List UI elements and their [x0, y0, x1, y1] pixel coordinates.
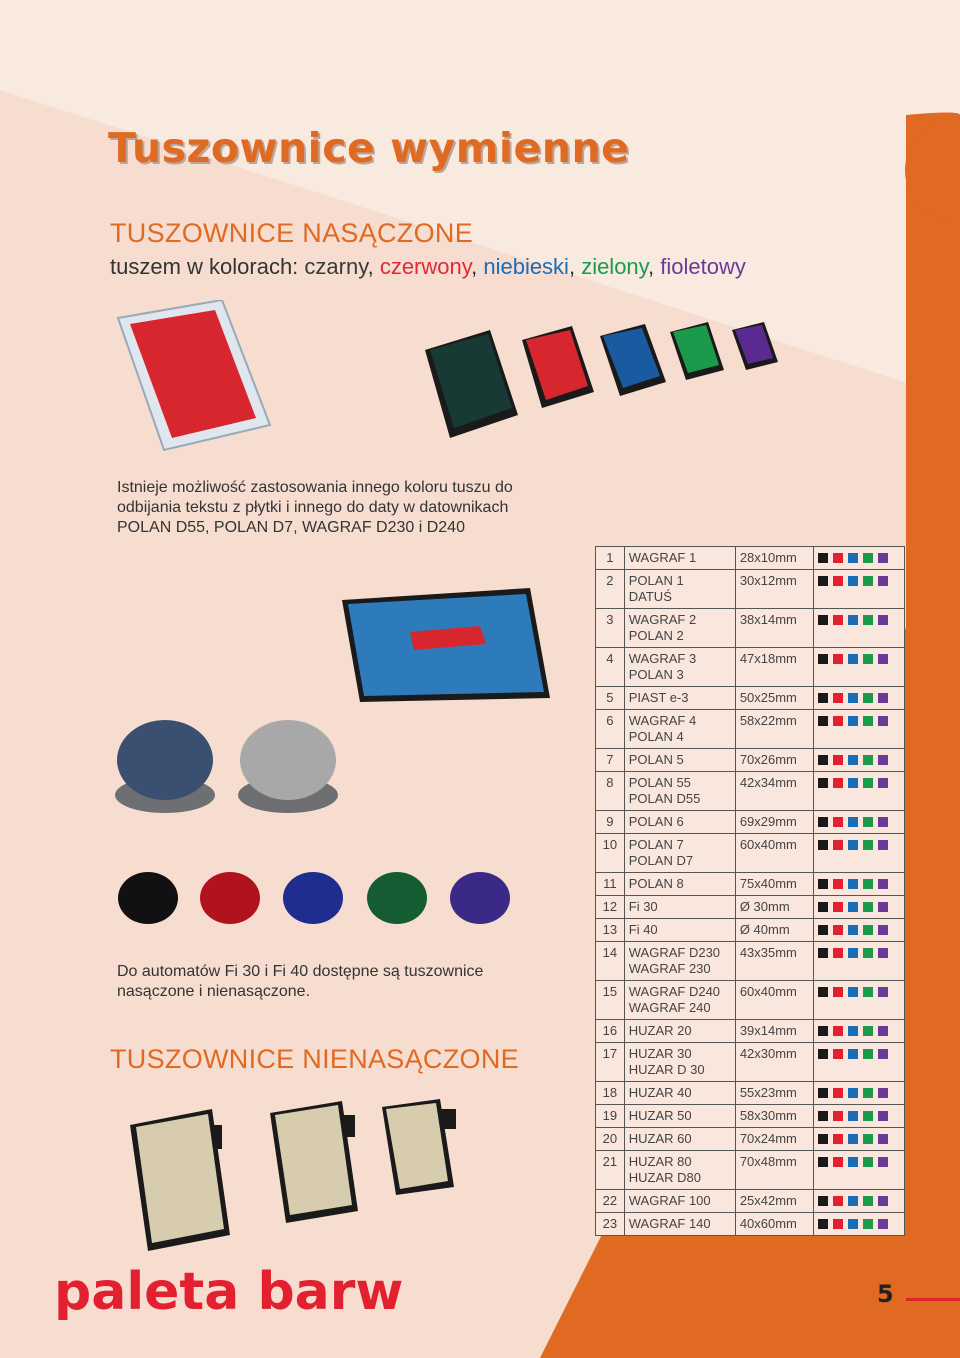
color-swatch [863, 1049, 873, 1059]
green-pad-image [670, 322, 724, 380]
color-swatch [818, 1049, 828, 1059]
color-swatch [848, 987, 858, 997]
model-name: WAGRAF 4 [628, 713, 697, 728]
color-swatch [848, 1196, 858, 1206]
color-swatch [818, 755, 828, 765]
color-swatch [848, 755, 858, 765]
automats-note: Do automatów Fi 30 i Fi 40 dostępne są tuszownice nasączone i nienasączone. [117, 963, 484, 1000]
row-number: 21 [596, 1151, 625, 1190]
color-swatch [833, 755, 843, 765]
model-names [624, 749, 735, 772]
pad-size: Ø 40mm [735, 919, 813, 942]
round-blue-pad-image [115, 720, 215, 813]
color-swatch [863, 925, 873, 935]
row-number: 4 [596, 648, 625, 687]
table-row [596, 981, 905, 1020]
model-names [624, 609, 735, 648]
custom-color-note: Istnieje możliwość zastosowania innego koloru tuszu do odbijania tekstu z płytki i innego do daty w datownikach POLAN D55, POLAN D7, WAGRAF D230 i D240 [117, 479, 513, 536]
model-names [624, 687, 735, 710]
model-names [624, 648, 735, 687]
model-name: PIAST e-3 [628, 690, 689, 705]
color-swatch [863, 1111, 873, 1121]
model-names [624, 1105, 735, 1128]
color-swatch [833, 840, 843, 850]
color-swatch [848, 1049, 858, 1059]
color-swatch [878, 1134, 888, 1144]
color-swatch [848, 1134, 858, 1144]
color-swatches [814, 873, 905, 896]
row-number: 3 [596, 609, 625, 648]
color-swatches [814, 1151, 905, 1190]
color-swatch [818, 1026, 828, 1036]
pad-size: 70x48mm [735, 1151, 813, 1190]
color-swatch [833, 693, 843, 703]
page-number: 5 [877, 1280, 894, 1308]
color-swatch [878, 902, 888, 912]
color-swatch [833, 879, 843, 889]
row-number: 1 [596, 547, 625, 570]
color-swatch [863, 840, 873, 850]
color-swatch [848, 902, 858, 912]
color-swatch [833, 1049, 843, 1059]
color-swatches [814, 609, 905, 648]
color-swatch [818, 654, 828, 664]
color-swatch [833, 1026, 843, 1036]
color-swatch [833, 902, 843, 912]
table-row [596, 648, 905, 687]
model-names [624, 1213, 735, 1236]
color-swatch [878, 615, 888, 625]
color-swatch [818, 553, 828, 563]
color-swatch [863, 1196, 873, 1206]
model-name: HUZAR 30 [628, 1046, 692, 1061]
clear-case-pad-image [118, 300, 270, 450]
color-swatch [863, 755, 873, 765]
blue-pad-image [600, 324, 666, 396]
pad-size: 42x34mm [735, 772, 813, 811]
round-blue-small-pad-image [283, 872, 343, 924]
color-swatch [818, 925, 828, 935]
color-swatch [848, 925, 858, 935]
row-number: 10 [596, 834, 625, 873]
color-swatch [818, 1157, 828, 1167]
table-row [596, 772, 905, 811]
section-heading-soaked: TUSZOWNICE NASĄCZONE [110, 218, 474, 248]
model-name: POLAN D7 [628, 853, 694, 868]
color-swatch [863, 716, 873, 726]
model-name: WAGRAF 2 [628, 612, 697, 627]
color-red-label: czerwony [379, 254, 472, 279]
model-names [624, 1151, 735, 1190]
color-swatch [818, 778, 828, 788]
pad-size: 38x14mm [735, 609, 813, 648]
color-swatches [814, 772, 905, 811]
color-swatch [878, 925, 888, 935]
color-swatch [818, 902, 828, 912]
color-swatch [818, 1196, 828, 1206]
color-swatch [848, 654, 858, 664]
color-swatch [863, 778, 873, 788]
color-swatch [878, 1026, 888, 1036]
color-swatch [848, 879, 858, 889]
table-row [596, 811, 905, 834]
color-swatch [818, 840, 828, 850]
color-swatch [833, 716, 843, 726]
color-swatch [863, 654, 873, 664]
color-swatches [814, 811, 905, 834]
model-name: WAGRAF 240 [628, 1000, 711, 1015]
round-red-pad-image [200, 872, 260, 924]
model-name: POLAN 5 [628, 752, 684, 767]
color-swatch [848, 948, 858, 958]
color-swatch [848, 693, 858, 703]
color-swatch [848, 1088, 858, 1098]
row-number: 9 [596, 811, 625, 834]
pad-size: 70x24mm [735, 1128, 813, 1151]
round-green-pad-image [367, 872, 427, 924]
color-swatch [818, 693, 828, 703]
soaked-pads-illustration [110, 300, 810, 490]
color-swatch [863, 987, 873, 997]
color-swatch [848, 1219, 858, 1229]
model-names [624, 1082, 735, 1105]
colors-intro: tuszem w kolorach: [110, 254, 305, 279]
color-swatches [814, 749, 905, 772]
row-number: 15 [596, 981, 625, 1020]
color-swatch [833, 1219, 843, 1229]
round-black-pad-image [118, 872, 178, 924]
model-name: POLAN D55 [628, 791, 701, 806]
row-number: 23 [596, 1213, 625, 1236]
color-swatch [848, 615, 858, 625]
pad-size: 43x35mm [735, 942, 813, 981]
model-name: HUZAR 50 [628, 1108, 692, 1123]
row-number: 12 [596, 896, 625, 919]
color-swatches [814, 896, 905, 919]
color-swatch [848, 1111, 858, 1121]
table-row [596, 547, 905, 570]
pad-size: 75x40mm [735, 873, 813, 896]
color-green-label: zielony [581, 254, 649, 279]
color-swatch [863, 693, 873, 703]
table-row [596, 570, 905, 609]
color-swatch [833, 1134, 843, 1144]
table-row [596, 834, 905, 873]
model-names [624, 1043, 735, 1082]
model-names [624, 873, 735, 896]
color-swatch [848, 1157, 858, 1167]
color-swatch [878, 840, 888, 850]
color-swatches [814, 547, 905, 570]
table-row [596, 749, 905, 772]
color-swatch [878, 879, 888, 889]
two-color-pad-image [342, 588, 550, 702]
color-swatch [818, 576, 828, 586]
color-swatches [814, 648, 905, 687]
pad-size: 25x42mm [735, 1190, 813, 1213]
row-number: 22 [596, 1190, 625, 1213]
model-name: WAGRAF 1 [628, 550, 697, 565]
model-names [624, 942, 735, 981]
pad-size: 40x60mm [735, 1213, 813, 1236]
color-swatch [878, 1111, 888, 1121]
row-number: 18 [596, 1082, 625, 1105]
color-swatch [878, 987, 888, 997]
table-row [596, 1082, 905, 1105]
color-swatch [878, 716, 888, 726]
model-name: Fi 30 [628, 899, 658, 914]
color-swatch [818, 1088, 828, 1098]
color-swatch [878, 1088, 888, 1098]
model-name: HUZAR 80 [628, 1154, 692, 1169]
pad-size: 28x10mm [735, 547, 813, 570]
color-swatch [848, 840, 858, 850]
color-swatch [833, 1088, 843, 1098]
unsoaked-pad-image-1 [130, 1109, 230, 1251]
color-swatches [814, 687, 905, 710]
unsoaked-pad-image-2 [270, 1101, 358, 1223]
pad-size: 69x29mm [735, 811, 813, 834]
color-swatch [863, 879, 873, 889]
pad-size: 42x30mm [735, 1043, 813, 1082]
footer-title: paleta barw [54, 1262, 404, 1322]
model-name: HUZAR D80 [628, 1170, 702, 1185]
row-number: 14 [596, 942, 625, 981]
color-swatch [878, 948, 888, 958]
page-title: Tuszownice wymienne [108, 124, 630, 172]
table-row [596, 942, 905, 981]
color-swatch [863, 615, 873, 625]
color-swatch [878, 1196, 888, 1206]
color-swatch [833, 948, 843, 958]
color-swatch [878, 576, 888, 586]
color-swatch [848, 576, 858, 586]
pad-size: 39x14mm [735, 1020, 813, 1043]
color-swatch [833, 1157, 843, 1167]
model-name: WAGRAF 230 [628, 961, 711, 976]
color-swatch [833, 553, 843, 563]
pad-size: 58x30mm [735, 1105, 813, 1128]
model-names [624, 570, 735, 609]
row-number: 13 [596, 919, 625, 942]
color-swatch [863, 576, 873, 586]
table-row [596, 1105, 905, 1128]
color-swatch [878, 1219, 888, 1229]
color-swatches [814, 942, 905, 981]
color-swatch [848, 1026, 858, 1036]
color-swatch [863, 553, 873, 563]
model-names [624, 710, 735, 749]
color-swatch [833, 817, 843, 827]
color-swatch [818, 615, 828, 625]
color-swatch [848, 553, 858, 563]
red-pad-image [522, 326, 594, 408]
table-row [596, 896, 905, 919]
table-row [596, 873, 905, 896]
row-number: 7 [596, 749, 625, 772]
row-number: 2 [596, 570, 625, 609]
table-row [596, 1151, 905, 1190]
color-violet-label: fioletowy [660, 254, 746, 279]
color-swatch [878, 755, 888, 765]
color-swatch [863, 1157, 873, 1167]
color-swatch [833, 615, 843, 625]
color-swatch [818, 879, 828, 889]
model-name: HUZAR 20 [628, 1023, 692, 1038]
color-swatch [818, 1219, 828, 1229]
color-swatch [863, 1219, 873, 1229]
model-name: POLAN 3 [628, 667, 684, 682]
table-row [596, 609, 905, 648]
row-number: 11 [596, 873, 625, 896]
color-swatch [863, 1134, 873, 1144]
color-swatches [814, 1082, 905, 1105]
pad-size: 50x25mm [735, 687, 813, 710]
round-violet-pad-image [450, 872, 510, 924]
color-black-label: czarny [304, 254, 368, 279]
color-swatch [818, 948, 828, 958]
color-swatch [848, 716, 858, 726]
model-names [624, 896, 735, 919]
black-pad-image [425, 330, 518, 438]
row-number: 20 [596, 1128, 625, 1151]
model-name: POLAN 55 [628, 775, 691, 790]
pad-size: 60x40mm [735, 981, 813, 1020]
color-swatches [814, 570, 905, 609]
model-name: WAGRAF 3 [628, 651, 697, 666]
model-names [624, 1190, 735, 1213]
color-swatch [818, 1134, 828, 1144]
model-names [624, 1020, 735, 1043]
color-swatch [833, 576, 843, 586]
model-name: POLAN 4 [628, 729, 684, 744]
row-number: 16 [596, 1020, 625, 1043]
color-swatch [833, 654, 843, 664]
color-swatch [848, 778, 858, 788]
pad-size: 60x40mm [735, 834, 813, 873]
color-swatch [878, 1157, 888, 1167]
table-row [596, 1190, 905, 1213]
color-swatches [814, 1213, 905, 1236]
color-swatches [814, 981, 905, 1020]
color-swatch [833, 987, 843, 997]
unsoaked-pads-illustration [120, 1095, 490, 1275]
model-names [624, 919, 735, 942]
color-swatch [863, 948, 873, 958]
round-grey-pad-image [238, 720, 338, 813]
model-names [624, 981, 735, 1020]
table-row [596, 919, 905, 942]
color-swatches [814, 1020, 905, 1043]
color-swatches [814, 1105, 905, 1128]
table-row [596, 1043, 905, 1082]
color-swatch [878, 553, 888, 563]
pad-size: 30x12mm [735, 570, 813, 609]
pad-size: Ø 30mm [735, 896, 813, 919]
model-name: POLAN 6 [628, 814, 684, 829]
color-swatch [848, 817, 858, 827]
model-name: POLAN 8 [628, 876, 684, 891]
color-swatch [863, 817, 873, 827]
color-swatch [878, 778, 888, 788]
pad-size: 58x22mm [735, 710, 813, 749]
table-row [596, 1213, 905, 1236]
unsoaked-pad-image-3 [382, 1099, 456, 1195]
model-name: POLAN 2 [628, 628, 684, 643]
model-name: POLAN 1 [628, 573, 684, 588]
violet-pad-image [732, 322, 778, 370]
color-swatch [833, 925, 843, 935]
section-heading-unsoaked: TUSZOWNICE NIENASĄCZONE [110, 1044, 519, 1074]
table-row [596, 1128, 905, 1151]
model-names [624, 1128, 735, 1151]
table-row [596, 1020, 905, 1043]
color-swatches [814, 1043, 905, 1082]
model-names [624, 834, 735, 873]
color-swatch [863, 902, 873, 912]
model-name: DATUŚ [628, 589, 672, 604]
row-number: 5 [596, 687, 625, 710]
model-names [624, 547, 735, 570]
row-number: 17 [596, 1043, 625, 1082]
color-swatch [878, 1049, 888, 1059]
color-swatches [814, 710, 905, 749]
color-swatch [878, 654, 888, 664]
model-names [624, 772, 735, 811]
pad-size: 70x26mm [735, 749, 813, 772]
color-swatches [814, 1128, 905, 1151]
color-swatch [863, 1088, 873, 1098]
table-row [596, 710, 905, 749]
color-swatch [818, 716, 828, 726]
table-row [596, 687, 905, 710]
color-blue-label: niebieski [483, 254, 569, 279]
color-availability-table [595, 546, 905, 1236]
model-name: HUZAR D 30 [628, 1062, 705, 1077]
color-swatch [818, 817, 828, 827]
model-name: Fi 40 [628, 922, 658, 937]
color-swatch [818, 987, 828, 997]
row-number: 6 [596, 710, 625, 749]
color-swatch [878, 817, 888, 827]
color-swatches [814, 919, 905, 942]
model-name: POLAN 7 [628, 837, 684, 852]
row-number: 19 [596, 1105, 625, 1128]
model-name: WAGRAF 140 [628, 1216, 711, 1231]
model-name: WAGRAF D240 [628, 984, 721, 999]
color-swatch [818, 1111, 828, 1121]
pads-middle-illustration [110, 580, 590, 940]
color-swatches [814, 834, 905, 873]
model-name: WAGRAF 100 [628, 1193, 711, 1208]
model-name: WAGRAF D230 [628, 945, 721, 960]
color-list-line: tuszem w kolorach: czarny, czerwony, niebieski, zielony, fioletowy [110, 254, 746, 279]
pad-size: 55x23mm [735, 1082, 813, 1105]
model-name: HUZAR 60 [628, 1131, 692, 1146]
color-swatch [863, 1026, 873, 1036]
color-swatch [833, 1196, 843, 1206]
pad-size: 47x18mm [735, 648, 813, 687]
row-number: 8 [596, 772, 625, 811]
model-name: HUZAR 40 [628, 1085, 692, 1100]
color-swatch [833, 778, 843, 788]
color-swatch [878, 693, 888, 703]
model-names [624, 811, 735, 834]
color-swatches [814, 1190, 905, 1213]
color-swatch [833, 1111, 843, 1121]
